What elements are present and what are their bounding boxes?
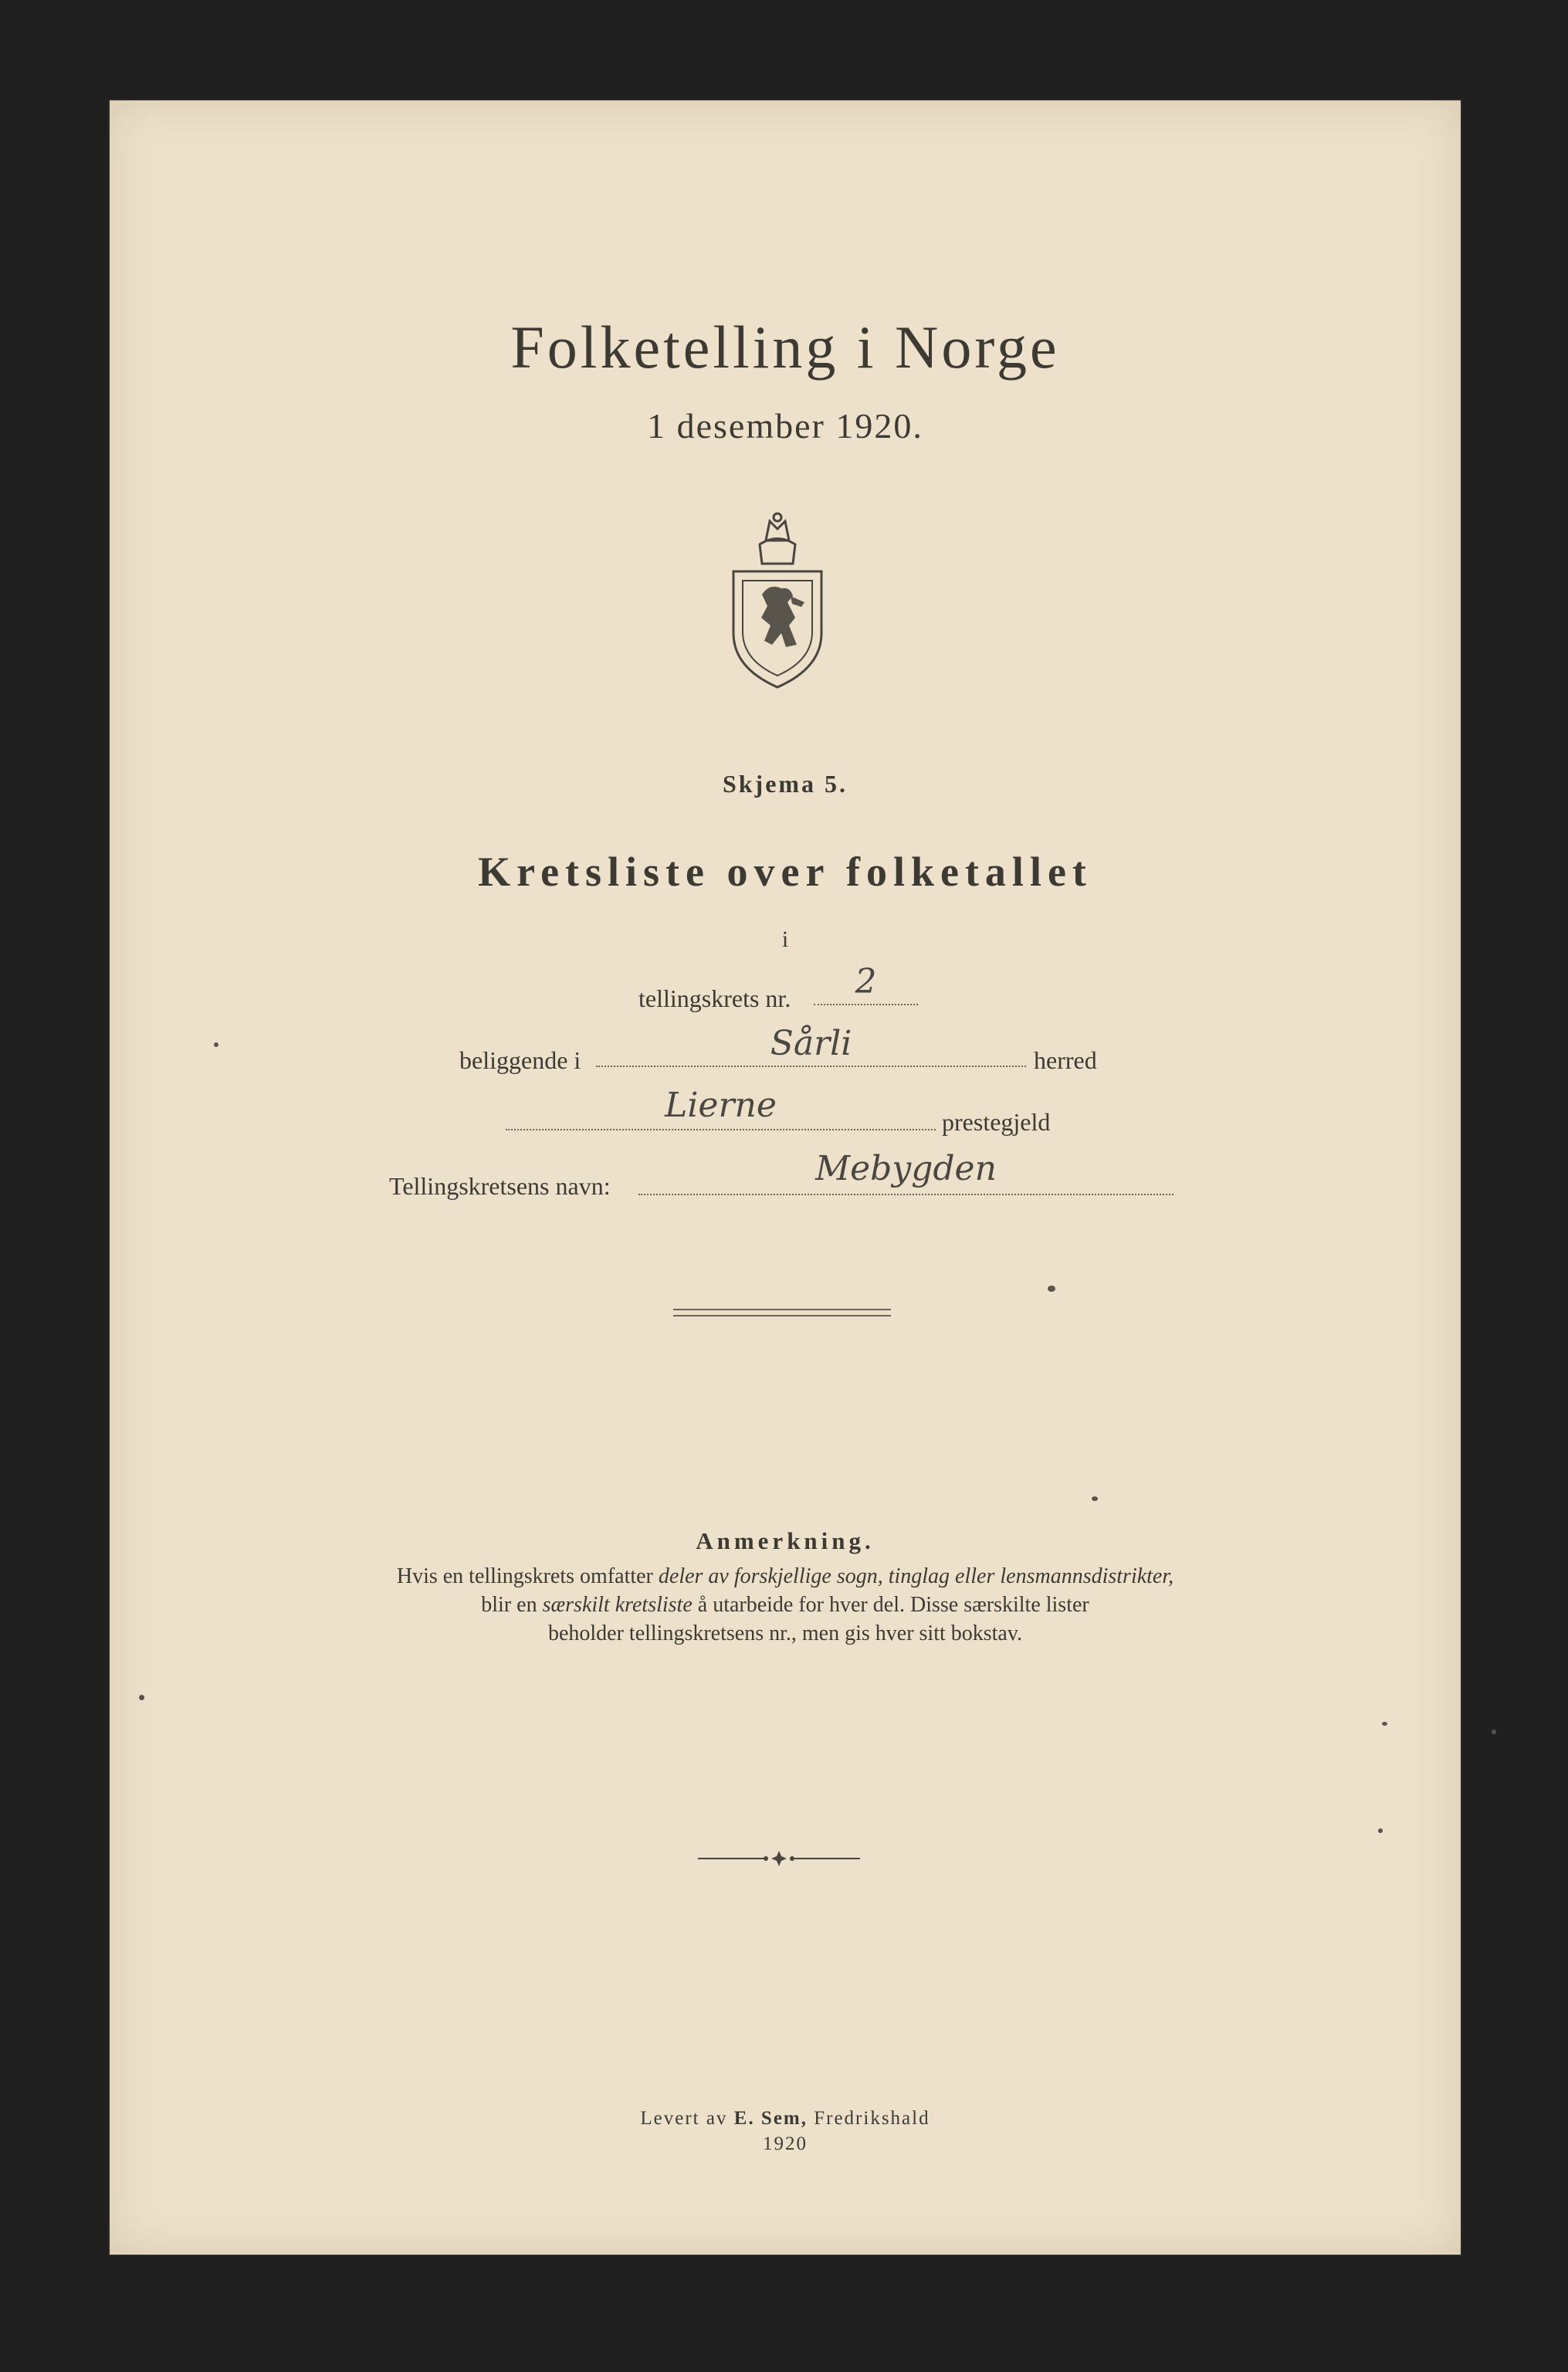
form-title: Folketelling i Norge — [510, 313, 1060, 381]
note-line3: beholder tellingskretsens nr., men gis hver sitt bokstav. — [547, 1621, 1023, 1645]
norway-coat-of-arms-icon — [727, 510, 828, 691]
census-date: 1 desember 1920. — [647, 406, 923, 446]
paper-speck — [1048, 1286, 1055, 1292]
paper-speck — [214, 1042, 218, 1047]
imprint-year: 1920 — [763, 2133, 808, 2154]
note-line2-b: særskilt kretsliste — [542, 1593, 693, 1617]
imprint-printer: E. Sem, — [733, 2108, 808, 2129]
note-line2-c: å utarbeide for hver del. Disse særskilte lister — [692, 1593, 1089, 1617]
note-line2-a: blir en — [481, 1593, 543, 1617]
krets-nr-field[interactable]: 2 — [814, 965, 918, 1005]
note-line1-b: deler av forskjellige sogn, tinglag eller lensmannsdistrikter, — [658, 1564, 1174, 1588]
beliggende-label: beliggende i — [459, 1046, 581, 1074]
paper-speck — [139, 1695, 144, 1700]
paper-speck — [1378, 1828, 1383, 1833]
paper-speck — [1492, 1730, 1496, 1734]
note-text — [110, 1562, 1461, 1648]
paper-speck — [1092, 1496, 1098, 1501]
printer-imprint — [110, 2108, 1461, 2130]
section-divider — [673, 1309, 891, 1316]
krets-navn-field[interactable]: Mebygden — [638, 1152, 1173, 1195]
imprint-prefix: Levert av — [640, 2108, 734, 2129]
ornament-divider-icon — [698, 1849, 860, 1868]
form-heading: Kretsliste over folketallet — [478, 849, 1092, 895]
herred-field[interactable]: Sårli — [596, 1027, 1026, 1067]
krets-navn-label: Tellingskretsens navn: — [389, 1172, 611, 1200]
note-line1-a: Hvis en tellingskrets omfatter — [396, 1564, 659, 1588]
prestegjeld-field[interactable]: Lierne — [506, 1089, 936, 1130]
krets-nr-label: tellingskrets nr. — [638, 984, 791, 1012]
herred-label: herred — [1034, 1046, 1097, 1074]
census-form-sheet — [110, 100, 1461, 2255]
imprint-place: Fredrikshald — [807, 2108, 930, 2129]
heading-connector: i — [781, 927, 789, 952]
prestegjeld-label: prestegjeld — [942, 1108, 1051, 1136]
paper-speck — [1382, 1722, 1387, 1726]
schema-number: Skjema 5. — [722, 770, 848, 798]
note-title: Anmerkning. — [696, 1527, 875, 1554]
